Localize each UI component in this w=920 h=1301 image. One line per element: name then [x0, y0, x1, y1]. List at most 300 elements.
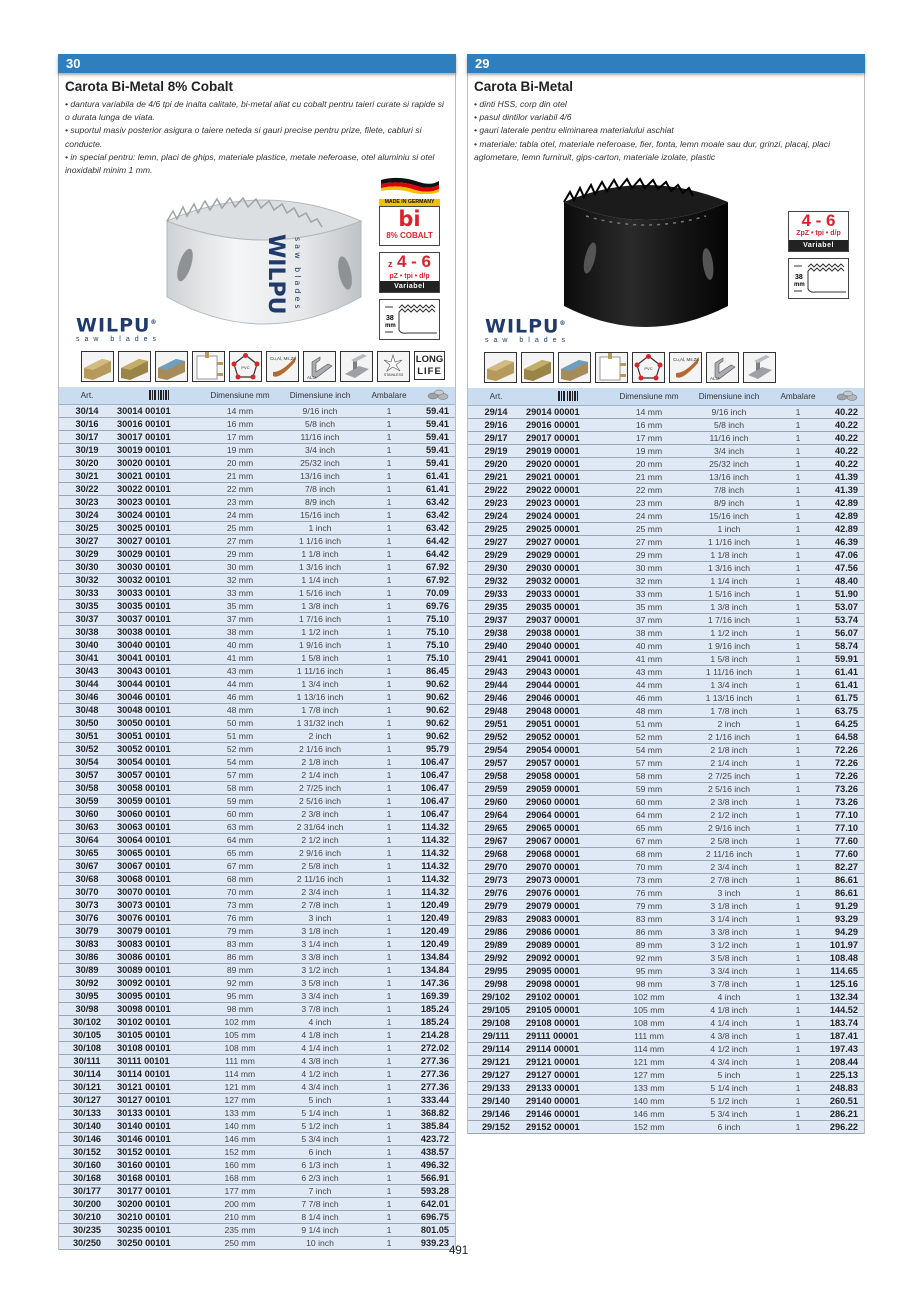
price-cell: 260.51 — [824, 1095, 864, 1108]
article-cell: 29/114 — [468, 1043, 524, 1056]
product-title: Carota Bi-Metal — [474, 79, 574, 94]
diameter-mm-cell: 57 mm — [612, 757, 686, 770]
diameter-inch-cell: 5 3/4 inch — [686, 1108, 772, 1121]
table-row — [59, 938, 455, 951]
ean-code-cell: 30030 00101 — [115, 561, 203, 574]
ean-code-cell: 29017 00001 — [524, 432, 612, 445]
diameter-inch-cell: 4 1/4 inch — [277, 1042, 363, 1055]
ean-code-cell: 29040 00001 — [524, 640, 612, 653]
ean-code-cell: 29035 00001 — [524, 601, 612, 614]
table-row — [468, 497, 864, 510]
article-cell: 29/25 — [468, 523, 524, 536]
diameter-mm-cell: 114 mm — [612, 1043, 686, 1056]
article-cell: 30/73 — [59, 899, 115, 912]
price-cell: 91.29 — [824, 900, 864, 913]
price-cell: 82.27 — [824, 861, 864, 874]
ean-code-cell: 30114 00101 — [115, 1068, 203, 1081]
article-cell: 30/168 — [59, 1172, 115, 1185]
table-row — [468, 744, 864, 757]
pack-qty-cell: 1 — [363, 1016, 415, 1029]
diameter-mm-cell: 111 mm — [612, 1030, 686, 1043]
pack-qty-cell: 1 — [363, 1107, 415, 1120]
ean-code-cell: 30046 00101 — [115, 691, 203, 704]
diameter-inch-cell: 1 1/8 inch — [277, 548, 363, 561]
col-barcode — [524, 388, 612, 406]
price-cell: 61.75 — [824, 692, 864, 705]
article-cell: 30/54 — [59, 756, 115, 769]
diameter-inch-cell: 1 3/4 inch — [686, 679, 772, 692]
ean-code-cell: 30058 00101 — [115, 782, 203, 795]
ean-code-cell: 30127 00101 — [115, 1094, 203, 1107]
col-price — [824, 388, 864, 406]
diameter-mm-cell: 35 mm — [203, 600, 277, 613]
ean-code-cell: 29054 00001 — [524, 744, 612, 757]
diameter-mm-cell: 108 mm — [612, 1017, 686, 1030]
aluminium-profile-icon — [706, 352, 739, 383]
price-cell: 277.36 — [415, 1055, 455, 1068]
article-cell: 30/177 — [59, 1185, 115, 1198]
article-cell: 29/60 — [468, 796, 524, 809]
diameter-inch-cell: 1 13/16 inch — [277, 691, 363, 704]
price-cell: 77.60 — [824, 835, 864, 848]
diameter-mm-cell: 20 mm — [612, 458, 686, 471]
diameter-mm-cell: 44 mm — [203, 678, 277, 691]
product-description — [468, 96, 864, 164]
diameter-inch-cell: 3 1/8 inch — [686, 900, 772, 913]
price-cell: 114.32 — [415, 834, 455, 847]
price-cell: 59.41 — [415, 457, 455, 470]
diameter-inch-cell: 3 inch — [277, 912, 363, 925]
table-row — [468, 731, 864, 744]
price-cell: 185.24 — [415, 1003, 455, 1016]
price-cell: 75.10 — [415, 639, 455, 652]
article-cell: 29/54 — [468, 744, 524, 757]
diameter-mm-cell: 133 mm — [612, 1082, 686, 1095]
svg-text:38: 38 — [794, 274, 803, 282]
table-row — [468, 406, 864, 419]
price-cell: 272.02 — [415, 1042, 455, 1055]
diameter-inch-cell: 3 7/8 inch — [686, 978, 772, 991]
diameter-mm-cell: 65 mm — [203, 847, 277, 860]
diameter-inch-cell: 15/16 inch — [277, 509, 363, 522]
pack-qty-cell: 1 — [772, 913, 824, 926]
price-cell: 147.36 — [415, 977, 455, 990]
diameter-mm-cell: 111 mm — [203, 1055, 277, 1068]
pack-qty-cell: 1 — [363, 574, 415, 587]
price-cell: 296.22 — [824, 1121, 864, 1134]
diameter-mm-cell: 40 mm — [612, 640, 686, 653]
ean-code-cell: 29059 00001 — [524, 783, 612, 796]
table-row — [59, 1055, 455, 1068]
diameter-inch-cell: 3 3/4 inch — [686, 965, 772, 978]
table-row — [468, 874, 864, 887]
pack-qty-cell: 1 — [363, 1224, 415, 1237]
table-row — [468, 757, 864, 770]
barcode-icon — [149, 390, 169, 400]
diameter-inch-cell: 1 3/16 inch — [277, 561, 363, 574]
pack-qty-cell: 1 — [772, 978, 824, 991]
table-row — [468, 640, 864, 653]
pack-qty-cell: 1 — [363, 756, 415, 769]
table-row — [59, 977, 455, 990]
table-row — [468, 1056, 864, 1069]
price-cell: 90.62 — [415, 678, 455, 691]
diameter-inch-cell: 1 9/16 inch — [686, 640, 772, 653]
diameter-mm-cell: 37 mm — [612, 614, 686, 627]
diameter-inch-cell: 4 3/8 inch — [277, 1055, 363, 1068]
holesaw-image-black — [556, 168, 736, 334]
price-cell: 56.07 — [824, 627, 864, 640]
ean-code-cell: 29019 00001 — [524, 445, 612, 458]
article-cell: 30/92 — [59, 977, 115, 990]
diameter-inch-cell: 25/32 inch — [277, 457, 363, 470]
table-row — [468, 627, 864, 640]
diameter-inch-cell: 1 inch — [277, 522, 363, 535]
article-cell: 29/46 — [468, 692, 524, 705]
ean-code-cell: 30250 00101 — [115, 1237, 203, 1250]
diameter-mm-cell: 121 mm — [203, 1081, 277, 1094]
diameter-inch-cell: 1 13/16 inch — [686, 692, 772, 705]
diameter-mm-cell: 146 mm — [612, 1108, 686, 1121]
diameter-mm-cell: 22 mm — [612, 484, 686, 497]
ean-code-cell: 29089 00001 — [524, 939, 612, 952]
ean-code-cell: 29048 00001 — [524, 705, 612, 718]
ean-code-cell: 29033 00001 — [524, 588, 612, 601]
ean-code-cell: 30025 00101 — [115, 522, 203, 535]
pack-qty-cell: 1 — [772, 718, 824, 731]
ean-code-cell: 29146 00001 — [524, 1108, 612, 1121]
article-cell: 30/25 — [59, 522, 115, 535]
diameter-mm-cell: 58 mm — [203, 782, 277, 795]
table-row — [468, 978, 864, 991]
price-cell: 42.89 — [824, 523, 864, 536]
pack-qty-cell: 1 — [772, 705, 824, 718]
article-cell: 29/38 — [468, 627, 524, 640]
diameter-mm-cell: 68 mm — [203, 873, 277, 886]
bullet: • dantura variabila de 4/6 tpi de inalta calitate, bi-metal aliat cu cobalt pentru taieri curate si rapide si o durata lunga de viata. — [65, 99, 444, 123]
table-row — [468, 601, 864, 614]
price-cell: 59.41 — [415, 431, 455, 444]
coins-icon — [427, 389, 449, 400]
diameter-mm-cell: 105 mm — [203, 1029, 277, 1042]
diameter-mm-cell: 29 mm — [612, 549, 686, 562]
ean-code-cell: 30021 00101 — [115, 470, 203, 483]
diameter-mm-cell: 20 mm — [203, 457, 277, 470]
pack-qty-cell: 1 — [363, 704, 415, 717]
diameter-inch-cell: 2 1/2 inch — [686, 809, 772, 822]
table-row — [468, 614, 864, 627]
pack-qty-cell: 1 — [772, 484, 824, 497]
ean-code-cell: 30027 00101 — [115, 535, 203, 548]
section-number-band: 29 — [467, 54, 865, 73]
price-cell: 183.74 — [824, 1017, 864, 1030]
table-row — [59, 1016, 455, 1029]
pack-qty-cell: 1 — [363, 951, 415, 964]
price-cell: 41.39 — [824, 484, 864, 497]
diameter-mm-cell: 22 mm — [203, 483, 277, 496]
diameter-inch-cell: 25/32 inch — [686, 458, 772, 471]
diameter-mm-cell: 17 mm — [203, 431, 277, 444]
pack-qty-cell: 1 — [363, 652, 415, 665]
ean-code-cell: 29065 00001 — [524, 822, 612, 835]
diameter-inch-cell: 1 1/4 inch — [686, 575, 772, 588]
table-row — [59, 613, 455, 626]
diameter-inch-cell: 2 3/8 inch — [277, 808, 363, 821]
ean-code-cell: 29044 00001 — [524, 679, 612, 692]
price-cell: 59.41 — [415, 418, 455, 431]
ean-code-cell: 29073 00001 — [524, 874, 612, 887]
ean-code-cell: 30076 00101 — [115, 912, 203, 925]
ean-code-cell: 30020 00101 — [115, 457, 203, 470]
article-cell: 30/37 — [59, 613, 115, 626]
diameter-mm-cell: 83 mm — [203, 938, 277, 951]
diameter-inch-cell: 5 1/2 inch — [277, 1120, 363, 1133]
article-cell: 29/52 — [468, 731, 524, 744]
diameter-inch-cell: 1 11/16 inch — [686, 666, 772, 679]
article-cell: 29/146 — [468, 1108, 524, 1121]
diameter-inch-cell: 1 1/2 inch — [277, 626, 363, 639]
table-row — [468, 692, 864, 705]
price-cell: 77.10 — [824, 822, 864, 835]
article-cell: 30/14 — [59, 405, 115, 418]
price-cell: 368.82 — [415, 1107, 455, 1120]
pack-qty-cell: 1 — [772, 562, 824, 575]
long-life-badge: LONG LIFE — [414, 351, 445, 380]
table-row — [59, 964, 455, 977]
price-cell: 64.42 — [415, 535, 455, 548]
pack-qty-cell: 1 — [363, 873, 415, 886]
article-cell: 29/44 — [468, 679, 524, 692]
table-row — [59, 1120, 455, 1133]
ean-code-cell: 30133 00101 — [115, 1107, 203, 1120]
diameter-mm-cell: 40 mm — [203, 639, 277, 652]
table-row — [59, 535, 455, 548]
pack-qty-cell: 1 — [363, 717, 415, 730]
diameter-mm-cell: 27 mm — [203, 535, 277, 548]
article-cell: 29/133 — [468, 1082, 524, 1095]
ean-code-cell: 29060 00001 — [524, 796, 612, 809]
price-cell: 114.32 — [415, 860, 455, 873]
pack-qty-cell: 1 — [363, 821, 415, 834]
diameter-inch-cell: 3 1/2 inch — [277, 964, 363, 977]
ean-code-cell: 29027 00001 — [524, 536, 612, 549]
diameter-mm-cell: 102 mm — [612, 991, 686, 1004]
table-row — [59, 925, 455, 938]
pack-qty-cell: 1 — [363, 418, 415, 431]
diameter-inch-cell: 2 1/4 inch — [277, 769, 363, 782]
article-cell: 30/146 — [59, 1133, 115, 1146]
diameter-inch-cell: 2 1/16 inch — [277, 743, 363, 756]
pack-qty-cell: 1 — [363, 457, 415, 470]
table-row — [468, 796, 864, 809]
price-cell: 61.41 — [824, 666, 864, 679]
ean-code-cell: 30146 00101 — [115, 1133, 203, 1146]
table-row — [468, 1004, 864, 1017]
price-cell: 120.49 — [415, 899, 455, 912]
article-cell: 29/67 — [468, 835, 524, 848]
diameter-mm-cell: 37 mm — [203, 613, 277, 626]
article-cell: 29/98 — [468, 978, 524, 991]
ean-code-cell: 30017 00101 — [115, 431, 203, 444]
made-in-germany-badge: MADE IN GERMANY — [379, 177, 440, 201]
pack-qty-cell: 1 — [363, 912, 415, 925]
col-barcode — [115, 387, 203, 405]
diameter-mm-cell: 41 mm — [203, 652, 277, 665]
diameter-mm-cell: 14 mm — [612, 406, 686, 419]
price-cell: 125.16 — [824, 978, 864, 991]
pack-qty-cell: 1 — [363, 1120, 415, 1133]
price-cell: 696.75 — [415, 1211, 455, 1224]
diameter-mm-cell: 200 mm — [203, 1198, 277, 1211]
pack-qty-cell: 1 — [772, 523, 824, 536]
diameter-mm-cell: 98 mm — [203, 1003, 277, 1016]
diameter-mm-cell: 70 mm — [612, 861, 686, 874]
price-cell: 801.05 — [415, 1224, 455, 1237]
ean-code-cell: 30073 00101 — [115, 899, 203, 912]
col-mm: Dimensiune mm — [612, 388, 686, 406]
price-cell: 63.75 — [824, 705, 864, 718]
ean-code-cell: 30140 00101 — [115, 1120, 203, 1133]
table-row — [59, 574, 455, 587]
col-price — [415, 387, 455, 405]
diameter-inch-cell: 2 5/16 inch — [277, 795, 363, 808]
diameter-inch-cell: 2 3/4 inch — [277, 886, 363, 899]
table-row — [468, 419, 864, 432]
article-cell: 29/23 — [468, 497, 524, 510]
price-cell: 333.44 — [415, 1094, 455, 1107]
diameter-inch-cell: 1 11/16 inch — [277, 665, 363, 678]
diameter-mm-cell: 133 mm — [203, 1107, 277, 1120]
table-row — [468, 432, 864, 445]
price-cell: 90.62 — [415, 717, 455, 730]
diameter-mm-cell: 140 mm — [612, 1095, 686, 1108]
diameter-inch-cell: 2 5/8 inch — [686, 835, 772, 848]
ean-code-cell: 30108 00101 — [115, 1042, 203, 1055]
diameter-inch-cell: 4 3/8 inch — [686, 1030, 772, 1043]
diameter-mm-cell: 79 mm — [203, 925, 277, 938]
ean-code-cell: 29133 00001 — [524, 1082, 612, 1095]
table-row — [468, 991, 864, 1004]
product-panel-cobalt — [58, 54, 456, 1250]
pack-qty-cell: 1 — [772, 497, 824, 510]
pack-qty-cell: 1 — [772, 900, 824, 913]
diameter-mm-cell: 152 mm — [612, 1121, 686, 1134]
table-row — [59, 1146, 455, 1159]
pack-qty-cell: 1 — [363, 847, 415, 860]
bullet: • materiale: tabla otel, materiale neferoase, fier, fonta, lemn moale sau dur, grinzi, placaj, placi aglometare, lemn furniruit, gips-carton, materiale izolate, plastic — [474, 138, 831, 162]
article-cell: 30/67 — [59, 860, 115, 873]
article-cell: 30/108 — [59, 1042, 115, 1055]
diameter-inch-cell: 5 1/2 inch — [686, 1095, 772, 1108]
price-table — [59, 387, 455, 1250]
diameter-inch-cell: 3 7/8 inch — [277, 1003, 363, 1016]
article-cell: 30/70 — [59, 886, 115, 899]
diameter-inch-cell: 4 inch — [277, 1016, 363, 1029]
ean-code-cell: 30064 00101 — [115, 834, 203, 847]
article-cell: 30/63 — [59, 821, 115, 834]
diameter-mm-cell: 95 mm — [612, 965, 686, 978]
ean-code-cell: 30057 00101 — [115, 769, 203, 782]
table-row — [59, 665, 455, 678]
ean-code-cell: 30079 00101 — [115, 925, 203, 938]
article-cell: 29/59 — [468, 783, 524, 796]
pack-qty-cell: 1 — [772, 692, 824, 705]
article-cell: 29/19 — [468, 445, 524, 458]
table-row — [468, 926, 864, 939]
pack-qty-cell: 1 — [363, 1172, 415, 1185]
table-row — [59, 509, 455, 522]
price-cell: 47.06 — [824, 549, 864, 562]
ean-code-cell: 29095 00001 — [524, 965, 612, 978]
table-row — [468, 822, 864, 835]
pack-qty-cell: 1 — [363, 483, 415, 496]
ean-code-cell: 30210 00101 — [115, 1211, 203, 1224]
product-hero — [468, 164, 864, 352]
ean-code-cell: 30177 00101 — [115, 1185, 203, 1198]
svg-text:STAINLESS: STAINLESS — [383, 373, 404, 378]
diameter-mm-cell: 19 mm — [612, 445, 686, 458]
ean-code-cell: 29114 00001 — [524, 1043, 612, 1056]
page-number: 491 — [449, 1245, 469, 1257]
ean-code-cell: 29105 00001 — [524, 1004, 612, 1017]
article-cell: 30/50 — [59, 717, 115, 730]
article-cell: 30/21 — [59, 470, 115, 483]
diameter-inch-cell: 2 1/16 inch — [686, 731, 772, 744]
ean-code-cell: 29014 00001 — [524, 406, 612, 419]
article-cell: 30/43 — [59, 665, 115, 678]
diameter-mm-cell: 21 mm — [612, 471, 686, 484]
ean-code-cell: 30051 00101 — [115, 730, 203, 743]
diameter-mm-cell: 52 mm — [203, 743, 277, 756]
plastic-pvc-icon — [632, 352, 665, 383]
price-cell: 51.90 — [824, 588, 864, 601]
diameter-inch-cell: 1 9/16 inch — [277, 639, 363, 652]
pack-qty-cell: 1 — [363, 509, 415, 522]
diameter-mm-cell: 92 mm — [203, 977, 277, 990]
table-row — [59, 1107, 455, 1120]
article-cell: 30/200 — [59, 1198, 115, 1211]
diameter-mm-cell: 89 mm — [612, 939, 686, 952]
pack-qty-cell: 1 — [363, 535, 415, 548]
table-header — [59, 387, 455, 405]
price-cell: 40.22 — [824, 445, 864, 458]
price-cell: 64.25 — [824, 718, 864, 731]
pack-qty-cell: 1 — [772, 471, 824, 484]
ean-code-cell: 30048 00101 — [115, 704, 203, 717]
table-row — [59, 405, 455, 418]
article-cell: 30/24 — [59, 509, 115, 522]
article-cell: 30/51 — [59, 730, 115, 743]
diameter-inch-cell: 1 7/16 inch — [277, 613, 363, 626]
price-cell: 40.22 — [824, 458, 864, 471]
pack-qty-cell: 1 — [772, 1095, 824, 1108]
article-cell: 29/32 — [468, 575, 524, 588]
ean-code-cell: 29024 00001 — [524, 510, 612, 523]
diameter-inch-cell: 1 1/16 inch — [277, 535, 363, 548]
table-row — [468, 549, 864, 562]
diameter-inch-cell: 2 1/2 inch — [277, 834, 363, 847]
diameter-mm-cell: 24 mm — [612, 510, 686, 523]
brand-logo: WILPU® saw blades — [76, 314, 162, 344]
ean-code-cell: 30037 00101 — [115, 613, 203, 626]
ean-code-cell: 29108 00001 — [524, 1017, 612, 1030]
diameter-mm-cell: 30 mm — [612, 562, 686, 575]
materials-row — [59, 351, 455, 387]
ean-code-cell: 29021 00001 — [524, 471, 612, 484]
ean-code-cell: 29067 00001 — [524, 835, 612, 848]
price-cell: 423.72 — [415, 1133, 455, 1146]
article-cell: 30/52 — [59, 743, 115, 756]
